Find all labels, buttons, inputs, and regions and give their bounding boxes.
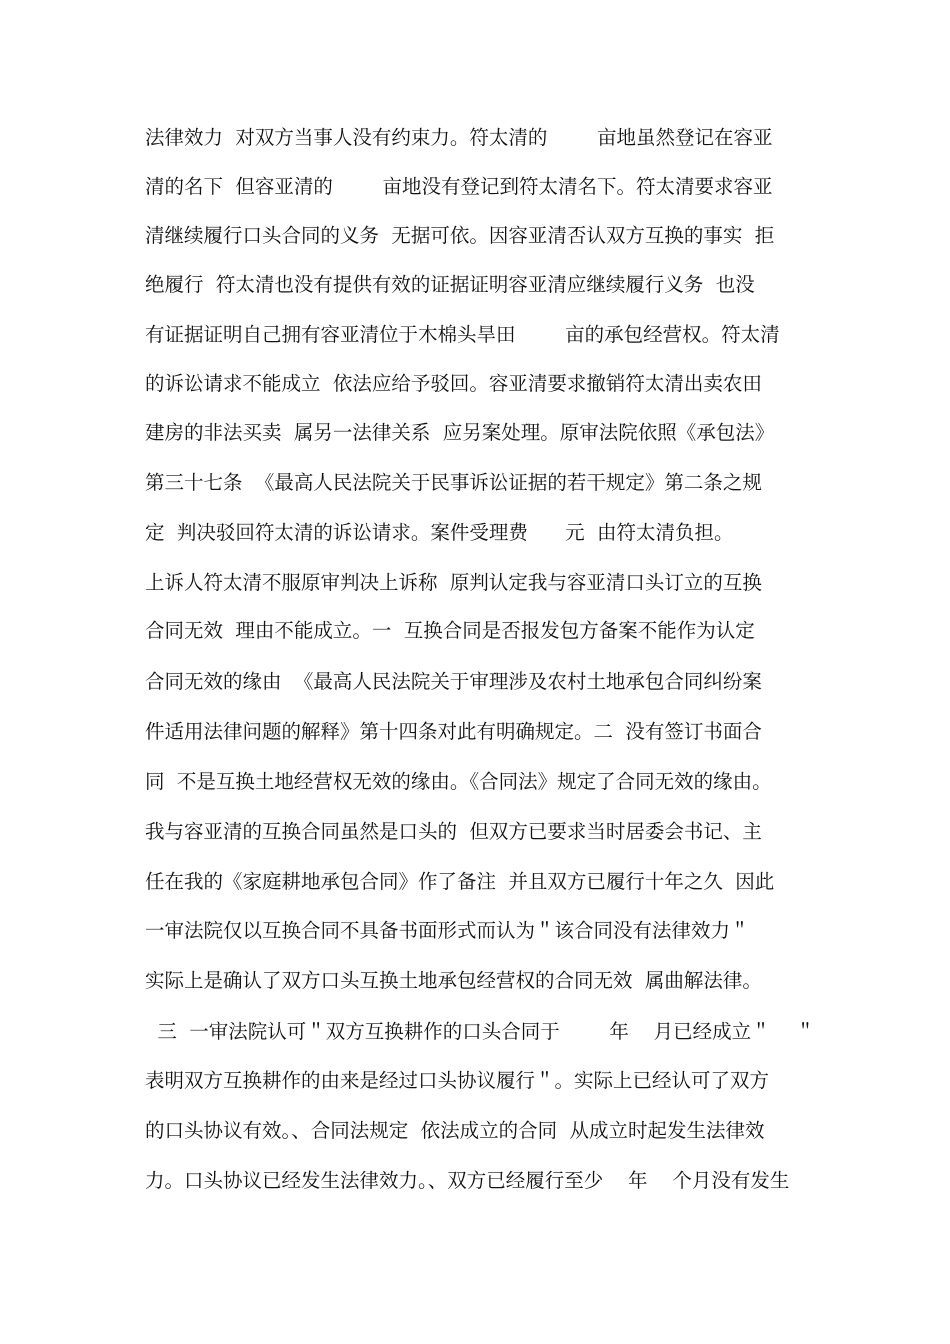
text-line: 上诉人符太清不服原审判决上诉称 原判认定我与容亚清口头订立的互换 [145, 571, 762, 594]
text-line: 清继续履行口头合同的义务 无据可依。因容亚清否认双方互换的事实 拒 [145, 224, 775, 247]
text-line: 合同无效 理由不能成立。一 互换合同是否报发包方备案不能作为认定 [145, 619, 755, 642]
text-line: 绝履行 符太清也没有提供有效的证据证明容亚清应继续履行义务 也没 [145, 273, 755, 296]
text-line: 建房的非法买卖 属另一法律关系 应另案处理。原审法院依照《承包法》 [145, 421, 775, 444]
text-line: 有证据证明自己拥有容亚清位于木棉头旱田 亩的承包经营权。符太清 [145, 323, 780, 346]
text-line: 同 不是互换土地经营权无效的缘由。《合同法》规定了合同无效的缘由。 [145, 770, 772, 793]
text-line: 我与容亚清的互换合同虽然是口头的 但双方已要求当时居委会书记、主 [145, 820, 762, 843]
text-line: 第三十七条 《最高人民法院关于民事诉讼证据的若干规定》第二条之规 [145, 471, 762, 494]
text-line: 任在我的《家庭耕地承包合同》作了备注 并且双方已履行十年之久 因此 [145, 870, 775, 893]
text-line: 实际上是确认了双方口头互换土地承包经营权的合同无效 属曲解法律。 [145, 969, 762, 992]
text-line: 一审法院仅以互换合同不具备书面形式而认为＂该合同没有法律效力＂ [145, 919, 750, 942]
text-line: 定 判决驳回符太清的诉讼请求。案件受理费 元 由符太清负担。 [145, 521, 734, 544]
text-line: 合同无效的缘由 《最高人民法院关于审理涉及农村土地承包合同纠纷案 [145, 670, 762, 693]
text-line: 件适用法律问题的解释》第十四条对此有明确规定。二 没有签订书面合 [145, 720, 762, 743]
text-line: 三 一审法院认可＂双方互换耕作的口头合同于 年 月已经成立＂ ＂ [145, 1020, 815, 1043]
text-line: 法律效力 对双方当事人没有约束力。符太清的 亩地虽然登记在容亚 [145, 126, 773, 149]
text-line: 表明双方互换耕作的由来是经过口头协议履行＂。实际上已经认可了双方 [145, 1069, 770, 1092]
text-line: 清的名下 但容亚清的 亩地没有登记到符太清名下。符太清要求容亚 [145, 175, 773, 198]
text-line: 的口头协议有效。、合同法规定 依法成立的合同 从成立时起发生法律效 [145, 1119, 765, 1142]
text-line: 力。口头协议已经发生法律效力。、双方已经履行至少 年 个月没有发生 [145, 1169, 790, 1192]
text-line: 的诉讼请求不能成立 依法应给予驳回。容亚清要求撤销符太清出卖农田 [145, 372, 762, 395]
